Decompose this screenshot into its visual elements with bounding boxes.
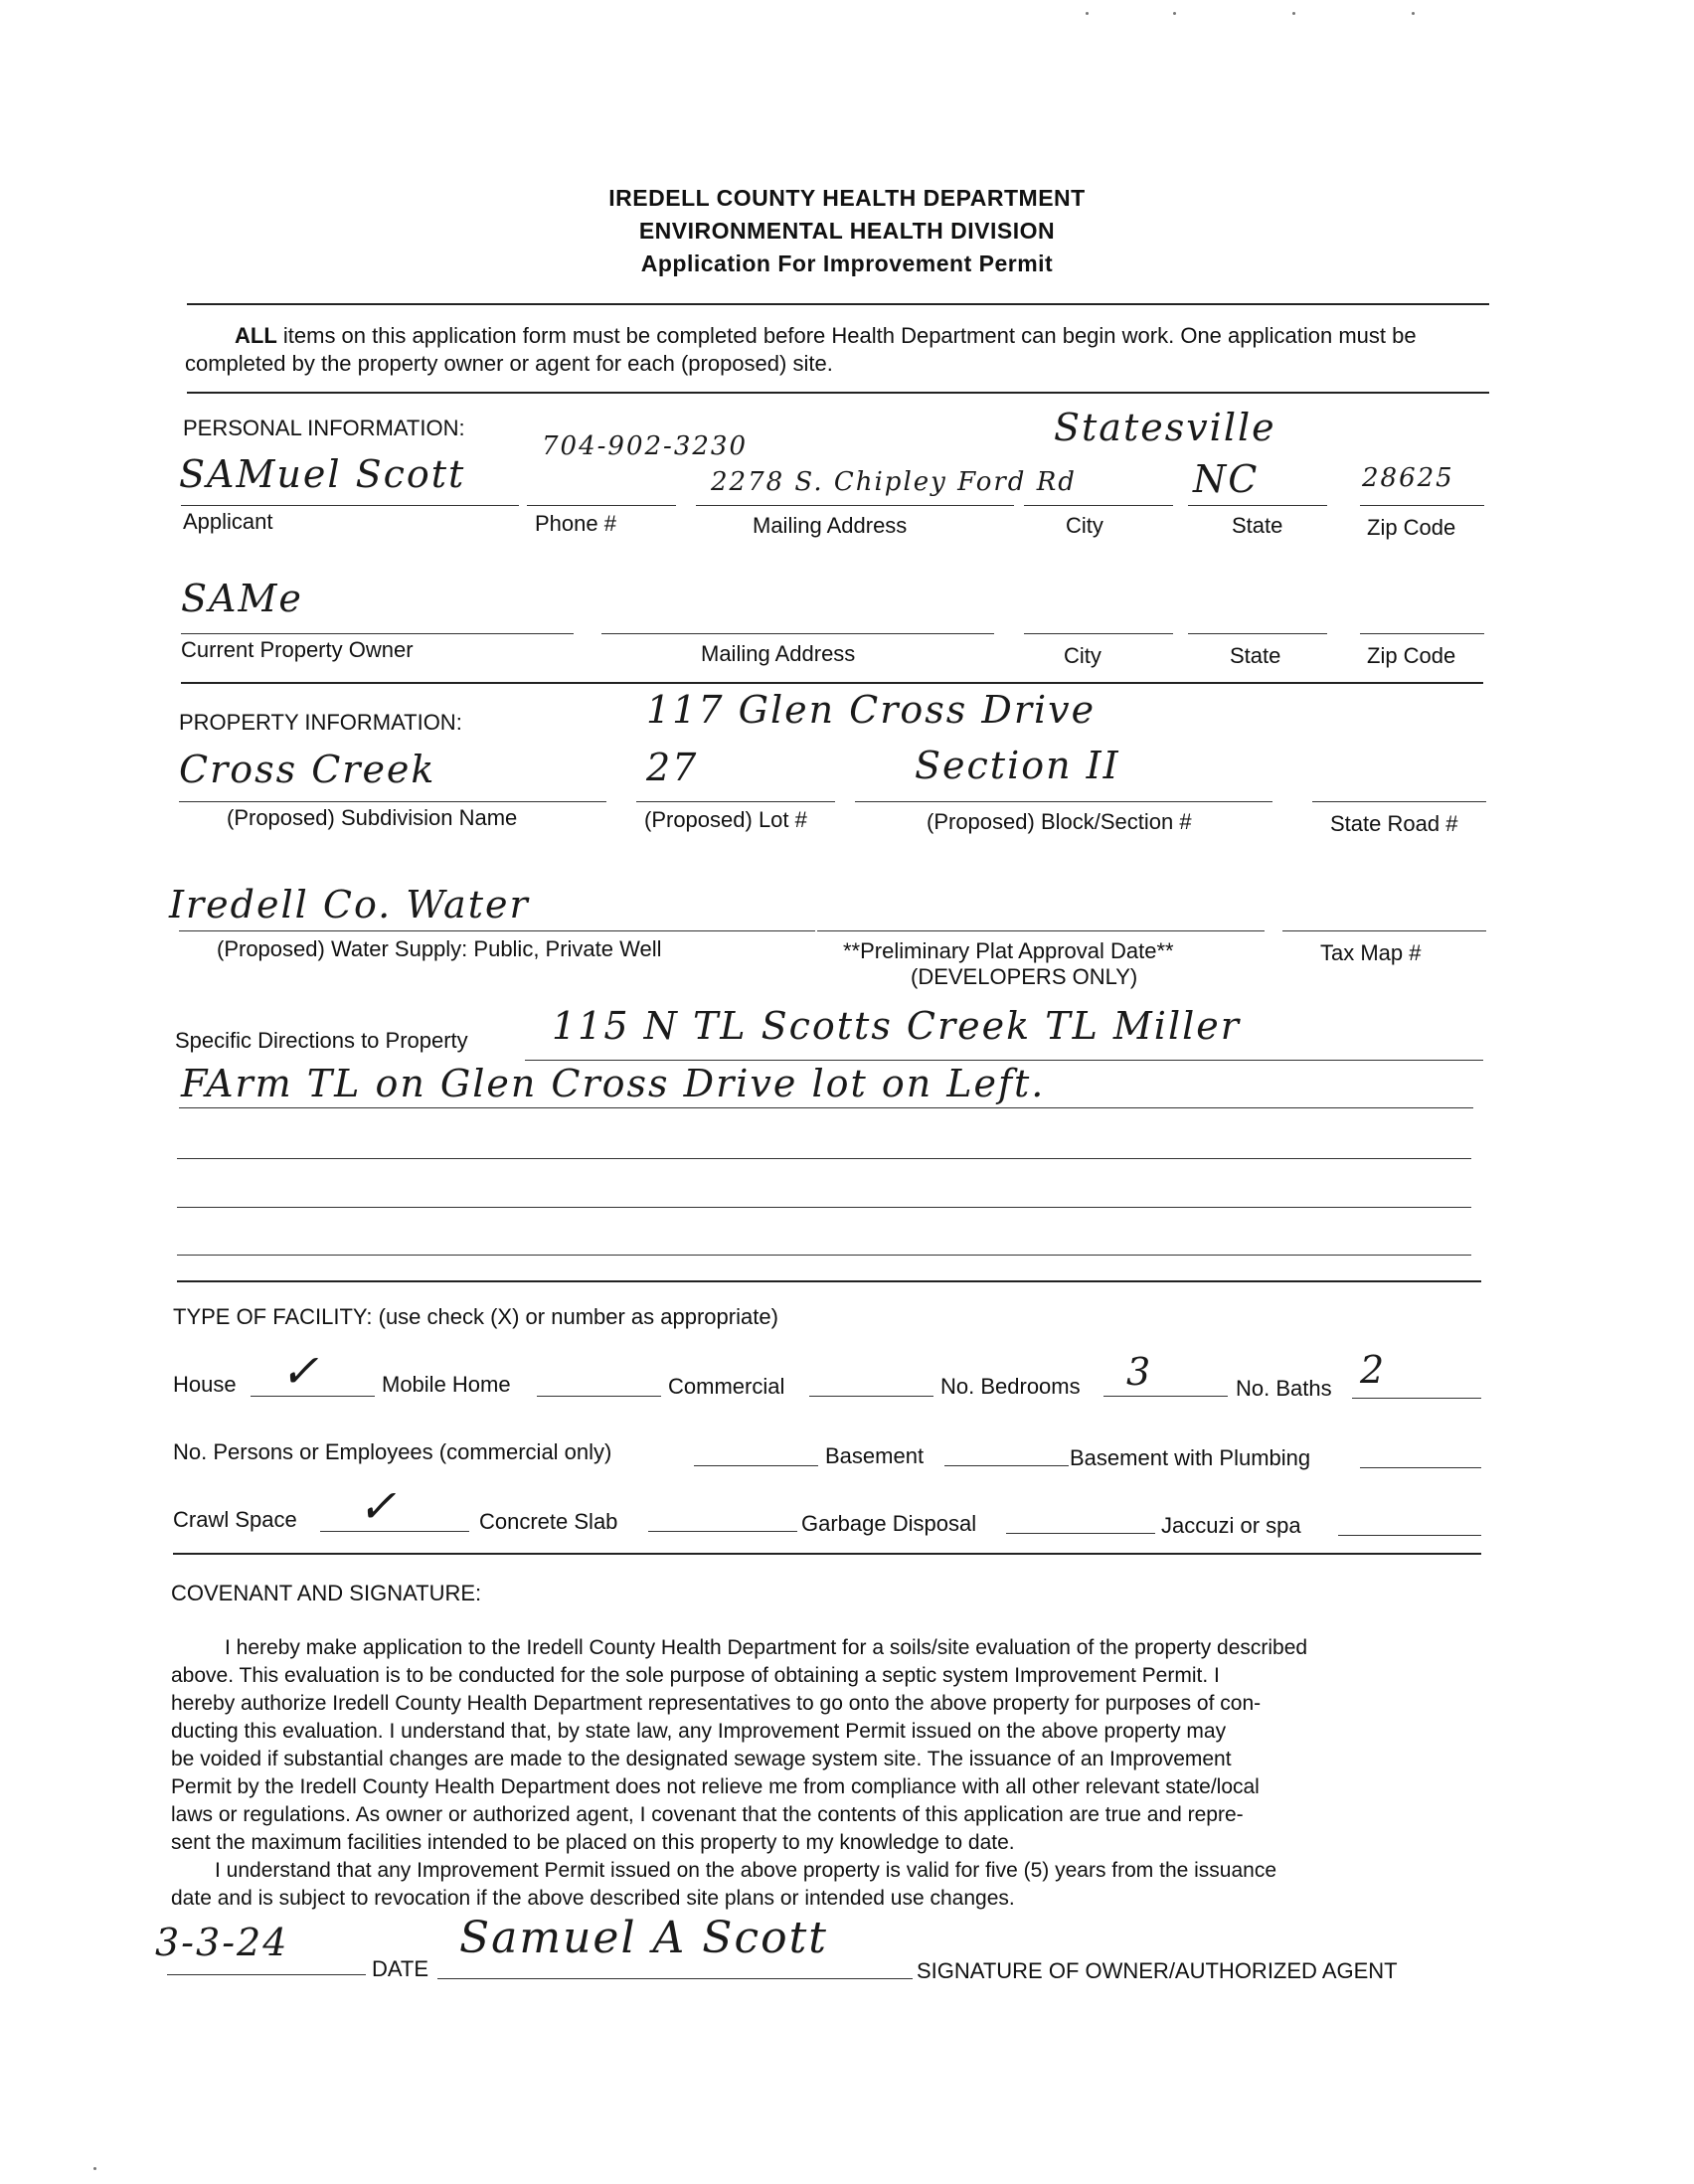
commercial-label: Commercial xyxy=(668,1374,785,1399)
covenant-p1-line-2: above. This evaluation is to be conducted for the sole purpose of obtaining a septic system Improvement Permit. I xyxy=(171,1664,1220,1687)
scan-speck xyxy=(1173,12,1176,15)
plat-line xyxy=(817,930,1265,931)
jacuzzi-label: Jaccuzi or spa xyxy=(1161,1513,1301,1538)
date-line xyxy=(167,1974,366,1975)
intro-text xyxy=(185,322,1497,378)
bedrooms-line xyxy=(1103,1396,1228,1397)
mobile-line xyxy=(537,1396,661,1397)
covenant-p1-line-4: ducting this evaluation. I understand that, by state law, any Improvement Permit issued on the above property may xyxy=(171,1720,1227,1743)
mobile-label: Mobile Home xyxy=(382,1372,511,1397)
covenant-paragraph-1 xyxy=(171,1634,1483,1913)
owner-label: Current Property Owner xyxy=(181,637,414,662)
persons-line xyxy=(694,1465,818,1466)
property-heading: PROPERTY INFORMATION: xyxy=(179,710,462,735)
block-label: (Proposed) Block/Section # xyxy=(927,809,1192,834)
taxmap-line xyxy=(1282,930,1486,931)
bedrooms-label: No. Bedrooms xyxy=(940,1374,1081,1399)
slab-line xyxy=(648,1531,797,1532)
water-line xyxy=(179,930,815,931)
property-rule xyxy=(177,1280,1481,1282)
applicant-value: SAMuel Scott xyxy=(179,452,466,496)
covenant-p1-line-8: sent the maximum facilities intended to be placed on this property to my knowledge to date. xyxy=(171,1831,1015,1854)
basement-plumbing-label: Basement with Plumbing xyxy=(1070,1445,1311,1470)
road-line xyxy=(1312,801,1486,802)
bedrooms-value: 3 xyxy=(1126,1350,1153,1394)
directions-line-5 xyxy=(177,1255,1471,1256)
state-label: State xyxy=(1232,513,1283,538)
mailing-value: 2278 S. Chipley Ford Rd xyxy=(711,467,1077,497)
house-check: ✓ xyxy=(280,1344,321,1398)
basement-label: Basement xyxy=(825,1443,925,1468)
baths-line xyxy=(1352,1398,1481,1399)
commercial-line xyxy=(809,1396,933,1397)
directions-line2: FArm TL on Glen Cross Drive lot on Left. xyxy=(181,1062,1046,1105)
basement-line xyxy=(944,1465,1069,1466)
directions-line-1 xyxy=(525,1060,1483,1061)
owner-value: SAMe xyxy=(181,577,303,620)
personal-heading: PERSONAL INFORMATION: xyxy=(183,416,465,440)
covenant-heading: COVENANT AND SIGNATURE: xyxy=(171,1581,482,1605)
lot-value: 27 xyxy=(646,746,699,789)
taxmap-label: Tax Map # xyxy=(1320,940,1422,965)
owner-zip-line xyxy=(1360,633,1484,634)
dept-title: IREDELL COUNTY HEALTH DEPARTMENT xyxy=(608,185,1086,211)
property-address-value: 117 Glen Cross Drive xyxy=(646,688,1097,732)
directions-line-4 xyxy=(177,1207,1471,1208)
intro-bold: ALL xyxy=(235,323,277,348)
scan-speck xyxy=(93,2167,96,2170)
signature-value: Samuel A Scott xyxy=(459,1913,828,1963)
plat-label: **Preliminary Plat Approval Date** xyxy=(843,938,1174,963)
intro-rule xyxy=(187,392,1489,394)
directions-line-2 xyxy=(179,1107,1473,1108)
zip-value: 28625 xyxy=(1362,463,1454,493)
persons-label: No. Persons or Employees (commercial only) xyxy=(173,1439,612,1464)
road-label: State Road # xyxy=(1330,811,1458,836)
subdivision-line xyxy=(179,801,606,802)
personal-rule xyxy=(181,682,1483,684)
owner-state-line xyxy=(1188,633,1327,634)
applicant-line xyxy=(181,505,519,506)
house-line xyxy=(251,1396,375,1397)
owner-state-label: State xyxy=(1230,643,1281,668)
covenant-p1-line-7: laws or regulations. As owner or authorized agent, I covenant that the contents of this application are true and repre- xyxy=(171,1803,1244,1826)
subdivision-value: Cross Creek xyxy=(179,748,436,791)
slab-label: Concrete Slab xyxy=(479,1509,618,1534)
owner-mailing-line xyxy=(601,633,994,634)
scan-speck xyxy=(1292,12,1295,15)
state-value: NC xyxy=(1193,457,1260,501)
water-label: (Proposed) Water Supply: Public, Private Well xyxy=(217,936,662,961)
city-value: Statesville xyxy=(1054,406,1276,449)
form-title: Application For Improvement Permit xyxy=(640,251,1054,276)
date-value: 3-3-24 xyxy=(155,1921,289,1964)
phone-line xyxy=(527,505,676,506)
crawl-line xyxy=(320,1531,469,1532)
city-label: City xyxy=(1066,513,1103,538)
state-line xyxy=(1188,505,1327,506)
facility-rule xyxy=(173,1553,1481,1555)
water-value: Iredell Co. Water xyxy=(169,883,530,926)
covenant-p1-line-6: Permit by the Iredell County Health Department does not relieve me from compliance with all other relevant state/local xyxy=(171,1775,1260,1798)
facility-heading-text: TYPE OF FACILITY: xyxy=(173,1304,373,1329)
division-title: ENVIRONMENTAL HEALTH DIVISION xyxy=(638,218,1056,244)
crawl-label: Crawl Space xyxy=(173,1507,297,1532)
owner-mailing-label: Mailing Address xyxy=(701,641,856,666)
covenant-p2-line-2: date and is subject to revocation if the above described site plans or intended use changes. xyxy=(171,1887,1015,1910)
covenant-p2-line-1: I understand that any Improvement Permit issued on the above property is valid for five (5) years from the issuance xyxy=(215,1859,1277,1882)
covenant-p1-line-5: be voided if substantial changes are made to the designated sewage system site. The issuance of an Improvement xyxy=(171,1748,1232,1770)
mailing-label: Mailing Address xyxy=(753,513,908,538)
covenant-p1-line-1: I hereby make application to the Iredell County Health Department for a soils/site evaluation of the property described xyxy=(225,1636,1308,1659)
owner-zip-label: Zip Code xyxy=(1367,643,1456,668)
facility-heading xyxy=(173,1304,778,1330)
lot-line xyxy=(636,801,835,802)
basement-plumbing-line xyxy=(1360,1467,1481,1468)
owner-city-line xyxy=(1024,633,1173,634)
zip-line xyxy=(1360,505,1484,506)
scan-speck xyxy=(1086,12,1089,15)
plat-sub-label: (DEVELOPERS ONLY) xyxy=(911,964,1138,989)
crawl-check: ✓ xyxy=(358,1479,399,1533)
phone-label: Phone # xyxy=(535,511,616,536)
signature-line xyxy=(437,1978,913,1979)
owner-line xyxy=(181,633,574,634)
lot-label: (Proposed) Lot # xyxy=(644,807,807,832)
scan-speck xyxy=(1412,12,1415,15)
owner-city-label: City xyxy=(1064,643,1101,668)
applicant-label: Applicant xyxy=(183,509,273,534)
baths-label: No. Baths xyxy=(1236,1376,1332,1401)
signature-label: SIGNATURE OF OWNER/AUTHORIZED AGENT xyxy=(917,1958,1398,1983)
baths-value: 2 xyxy=(1360,1348,1387,1392)
block-value: Section II xyxy=(915,744,1120,787)
subdivision-label: (Proposed) Subdivision Name xyxy=(227,805,518,830)
garbage-line xyxy=(1006,1533,1155,1534)
garbage-label: Garbage Disposal xyxy=(801,1511,977,1536)
zip-label: Zip Code xyxy=(1367,515,1456,540)
intro-body: items on this application form must be completed before Health Department can begin work. One application must be completed by the property owner or agent for each (proposed) site. xyxy=(185,323,1417,376)
header-rule xyxy=(187,303,1489,305)
phone-value: 704-902-3230 xyxy=(542,431,748,461)
covenant-p1-line-3: hereby authorize Iredell County Health Department representatives to go onto the above property for purposes of con- xyxy=(171,1692,1262,1715)
date-label: DATE xyxy=(372,1956,429,1981)
jacuzzi-line xyxy=(1338,1535,1481,1536)
directions-line1: 115 N TL Scotts Creek TL Miller xyxy=(552,1004,1241,1048)
city-line xyxy=(1024,505,1173,506)
facility-heading-note: (use check (X) or number as appropriate) xyxy=(372,1304,778,1329)
directions-label: Specific Directions to Property xyxy=(175,1028,468,1053)
block-line xyxy=(855,801,1272,802)
house-label: House xyxy=(173,1372,237,1397)
mailing-line xyxy=(696,505,1014,506)
directions-line-3 xyxy=(177,1158,1471,1159)
